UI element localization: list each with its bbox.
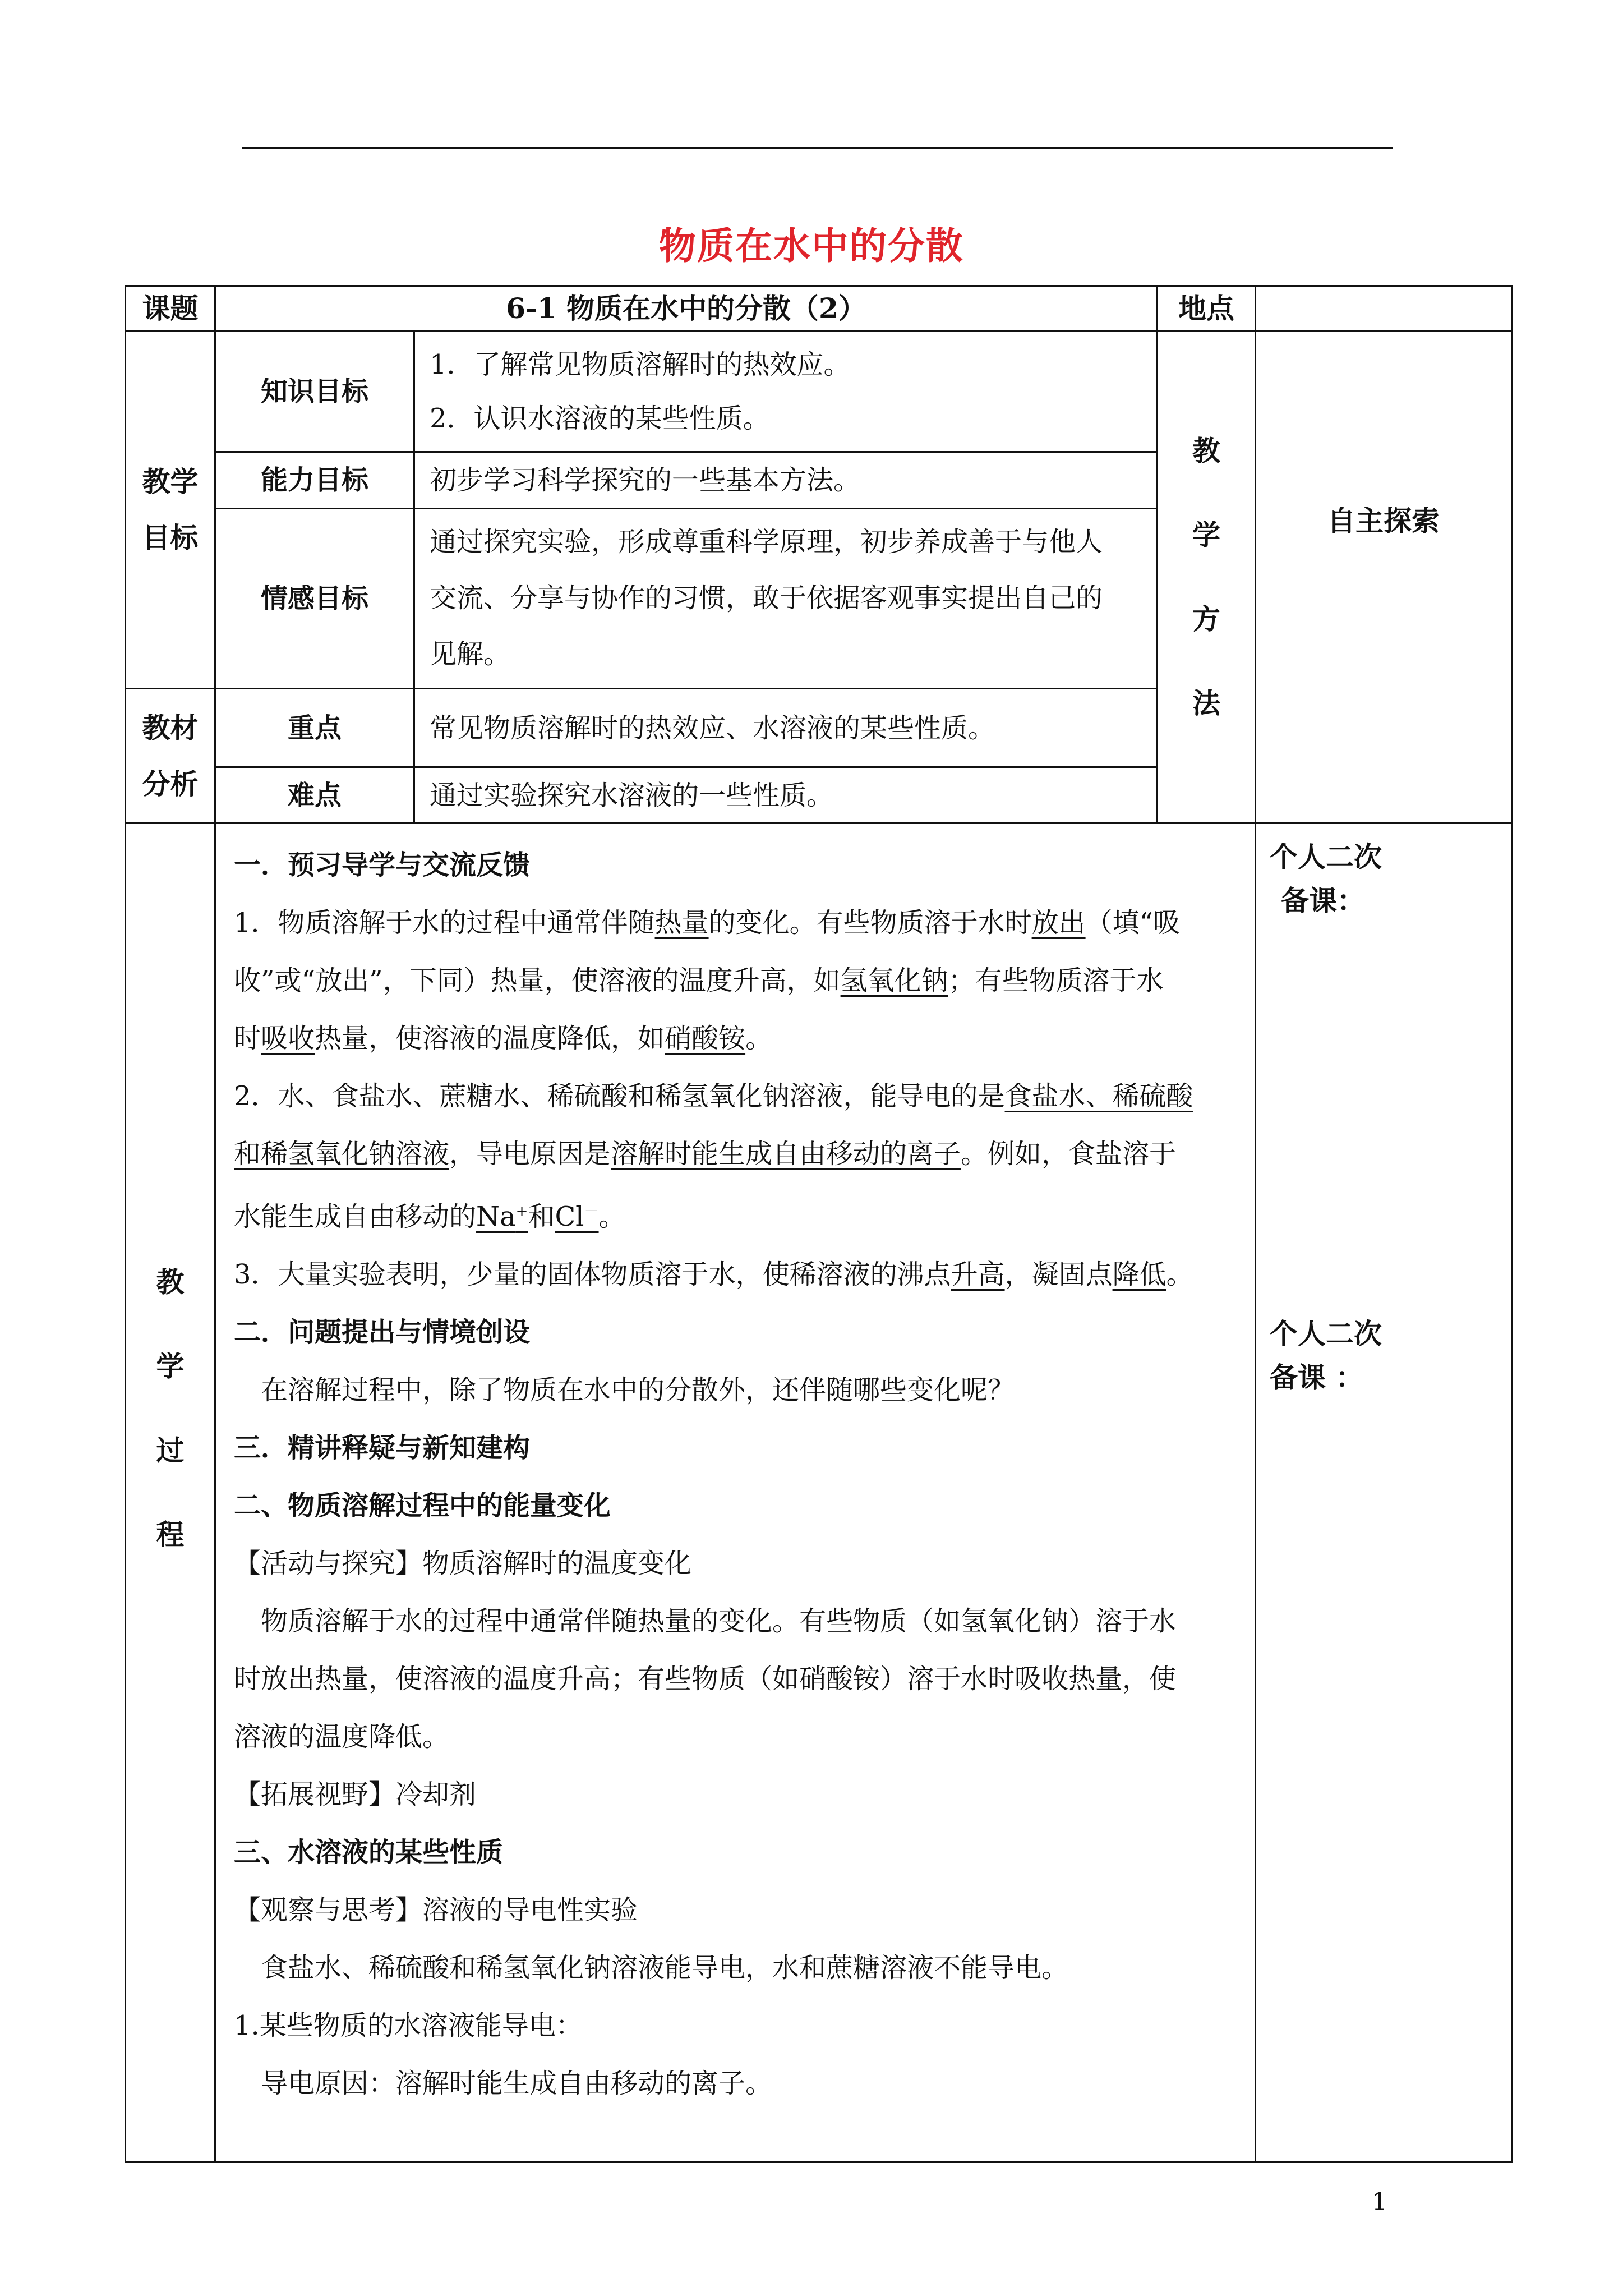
point-1: 1.某些物质的水溶液能导电： (234, 2010, 583, 2041)
key-point-label: 重点 (215, 689, 414, 767)
section-preview-title: 一．预习导学与交流反馈 (234, 849, 531, 881)
section-explain-title: 三．精讲释疑与新知建构 (234, 1432, 531, 1464)
observe-heading: 【观察与思考】溶液的导电性实验 (234, 1894, 638, 1926)
topic-value: 6-1 物质在水中的分散（2） (215, 286, 1158, 332)
question-1-line-1: 1．物质溶解于水的过程中通常伴随热量的变化。有些物质溶于水时放出（填“吸 (234, 907, 1181, 938)
activity-heading: 【活动与探究】物质溶解时的温度变化 (234, 1548, 692, 1579)
activity-text-2: 时放出热量，使溶液的温度升高；有些物质（如硝酸铵）溶于水时吸收热量，使 (234, 1663, 1177, 1695)
section-question-text: 在溶解过程中，除了物质在水中的分散外，还伴随哪些变化呢？ (261, 1374, 1015, 1406)
page-title: 物质在水中的分散 (659, 224, 964, 268)
page-number: 1 (1372, 2188, 1387, 2216)
question-3: 3．大量实验表明，少量的固体物质溶于水，使稀溶液的沸点升高，凝固点降低。 (234, 1259, 1193, 1290)
knowledge-goal-text: 1．了解常见物质溶解时的热效应。 2．认识水溶液的某些性质。 (414, 332, 1158, 452)
section-question-title: 二．问题提出与情境创设 (234, 1317, 531, 1348)
personal-notes: 个人二次 备课： 个人二次 备课 ： (1256, 823, 1512, 2162)
question-2-line-1: 2．水、食盐水、蔗糖水、稀硫酸和稀氢氧化钠溶液，能导电的是食盐水、稀硫酸 (234, 1080, 1193, 1112)
extension-heading: 【拓展视野】冷却剂 (234, 1779, 477, 1810)
key-point-text: 常见物质溶解时的热效应、水溶液的某些性质。 (414, 689, 1158, 767)
place-label: 地点 (1158, 286, 1256, 332)
section-energy-title: 二、物质溶解过程中的能量变化 (234, 1490, 611, 1521)
ability-goal-label: 能力目标 (215, 452, 414, 509)
teaching-method-value: 自主探索 (1256, 332, 1512, 823)
question-2-line-2: 和稀氢氧化钠溶液，导电原因是溶解时能生成自由移动的离子。例如，食盐溶于 (234, 1138, 1177, 1170)
header-rule (242, 147, 1393, 149)
question-1-line-2: 收”或“放出”，下同）热量，使溶液的温度升高，如氢氧化钠；有些物质溶于水 (234, 965, 1164, 996)
ability-goal-text: 初步学习科学探究的一些基本方法。 (414, 452, 1158, 509)
teaching-method-label: 教 学 方 法 (1158, 332, 1256, 823)
process-label: 教 学 过 程 (126, 823, 215, 2162)
goals-group-label: 教学 目标 (126, 332, 215, 689)
knowledge-goal-label: 知识目标 (215, 332, 414, 452)
lesson-plan-table (125, 285, 1513, 2163)
activity-text-3: 溶液的温度降低。 (234, 1721, 450, 1752)
point-1-reason: 导电原因：溶解时能生成自由移动的离子。 (261, 2068, 773, 2099)
place-value (1256, 286, 1512, 332)
section-properties-title: 三、水溶液的某些性质 (234, 1837, 504, 1868)
question-1-line-3: 时吸收热量，使溶液的温度降低，如硝酸铵。 (234, 1023, 773, 1054)
topic-label: 课题 (126, 286, 215, 332)
activity-text-1: 物质溶解于水的过程中通常伴随热量的变化。有些物质（如氢氧化钠）溶于水 (261, 1605, 1177, 1637)
difficulty-label: 难点 (215, 767, 414, 823)
observe-text: 食盐水、稀硫酸和稀氢氧化钠溶液能导电，水和蔗糖溶液不能导电。 (261, 1952, 1069, 1984)
difficulty-text: 通过实验探究水溶液的一些性质。 (414, 767, 1158, 823)
emotion-goal-text: 通过探究实验，形成尊重科学原理，初步养成善于与他人 交流、分享与协作的习惯，敢于依据客观事实提出自己的 见解。 (414, 509, 1158, 689)
process-content (215, 823, 1256, 2162)
emotion-goal-label: 情感目标 (215, 509, 414, 689)
question-2-line-3: 水能生成自由移动的Na+和Cl－。 (234, 1201, 626, 1232)
analysis-group-label: 教材 分析 (126, 689, 215, 823)
